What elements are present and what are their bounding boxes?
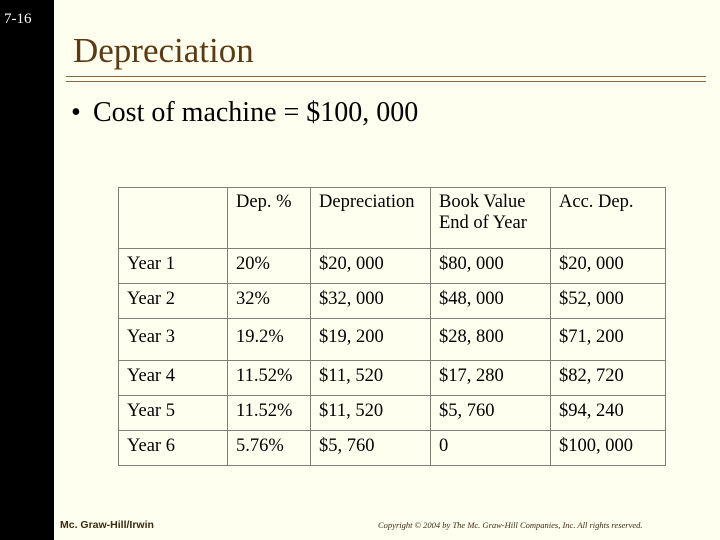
table-cell: Year 6 [119, 431, 228, 466]
table-cell: $71, 200 [551, 319, 666, 361]
table-cell: $52, 000 [551, 284, 666, 319]
table-cell: 20% [228, 249, 311, 284]
table-row [119, 249, 666, 284]
table-header-row [119, 188, 666, 249]
table-cell: $11, 520 [311, 396, 431, 431]
table-row [119, 431, 666, 466]
table-cell: $28, 800 [431, 319, 551, 361]
table-cell: Year 4 [119, 361, 228, 396]
table-cell: $5, 760 [431, 396, 551, 431]
table-cell: $32, 000 [311, 284, 431, 319]
header-cell: Acc. Dep. [551, 188, 666, 249]
bullet-dot-icon: • [71, 97, 81, 128]
table-row [119, 319, 666, 361]
table-cell: 11.52% [228, 361, 311, 396]
header-cell: Dep. % [228, 188, 311, 249]
table-row [119, 284, 666, 319]
table-cell: $82, 720 [551, 361, 666, 396]
table-row [119, 396, 666, 431]
header-cell: Book Value End of Year [431, 188, 551, 249]
table-cell: $17, 280 [431, 361, 551, 396]
table-cell: $11, 520 [311, 361, 431, 396]
table-cell: $80, 000 [431, 249, 551, 284]
table-cell: $19, 200 [311, 319, 431, 361]
table-cell: $48, 000 [431, 284, 551, 319]
table-cell: $20, 000 [551, 249, 666, 284]
depreciation-table [118, 187, 666, 466]
table-cell: $94, 240 [551, 396, 666, 431]
bullet-text: Cost of machine = $100, 000 [93, 97, 419, 128]
publisher-logo: Mc. Graw-Hill/Irwin [60, 519, 154, 531]
table-cell: $100, 000 [551, 431, 666, 466]
table-cell: Year 1 [119, 249, 228, 284]
table-cell: 5.76% [228, 431, 311, 466]
slide-number: 7-16 [4, 11, 32, 27]
header-cell: Depreciation [311, 188, 431, 249]
bullet-item [71, 97, 418, 129]
table-cell: 0 [431, 431, 551, 466]
table-row [119, 361, 666, 396]
table-cell: Year 5 [119, 396, 228, 431]
table-cell: Year 3 [119, 319, 228, 361]
table-cell: 32% [228, 284, 311, 319]
table-cell: $20, 000 [311, 249, 431, 284]
slide-title: Depreciation [73, 31, 254, 70]
left-sidebar-bar [0, 0, 54, 540]
table-cell: 19.2% [228, 319, 311, 361]
title-divider [66, 76, 706, 82]
table-cell: Year 2 [119, 284, 228, 319]
table-cell: 11.52% [228, 396, 311, 431]
table-cell: $5, 760 [311, 431, 431, 466]
copyright-notice: Copyright © 2004 by The Mc. Graw-Hill Companies, Inc. All rights reserved. [378, 520, 643, 530]
header-cell [119, 188, 228, 249]
